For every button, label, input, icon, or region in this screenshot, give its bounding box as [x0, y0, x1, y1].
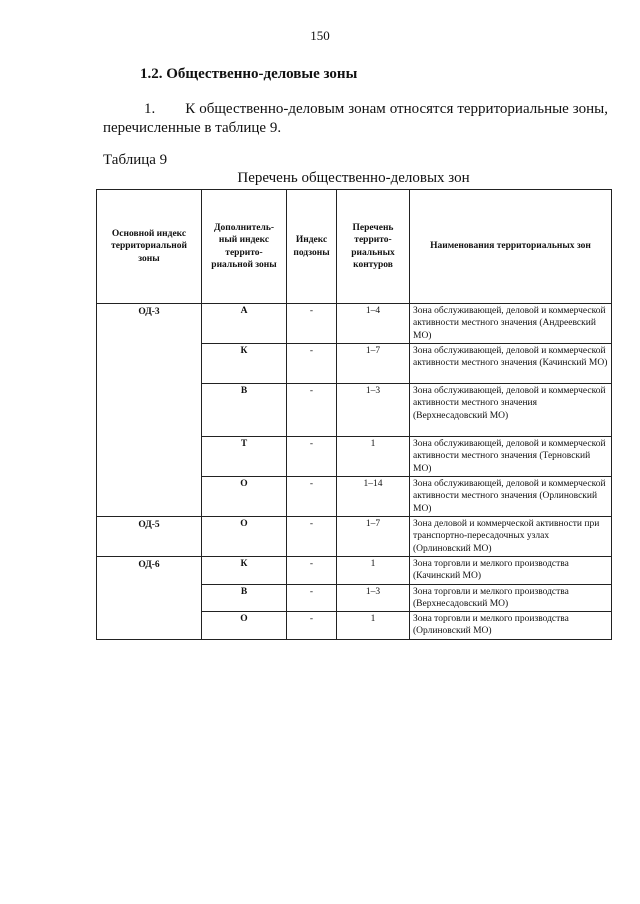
- intro-paragraph: [103, 100, 608, 138]
- cell-zone-name: Зона обслуживающей, деловой и коммерческой активности местного значения (Терновский МО): [410, 437, 612, 477]
- cell-additional-index: В: [202, 384, 287, 437]
- cell-zone-name: Зона торговли и мелкого производства (Качинский МО): [410, 557, 612, 585]
- cell-subzone-index: -: [287, 612, 337, 640]
- cell-main-index: ОД-3: [97, 304, 202, 517]
- cell-zone-name: Зона обслуживающей, деловой и коммерческой активности местного значения (Качинский МО): [410, 344, 612, 384]
- header-main-index: Основной индекс территориальной зоны: [97, 190, 202, 304]
- header-zone-names: Наименования территориальных зон: [410, 190, 612, 304]
- page-number: 150: [310, 28, 330, 43]
- table-label: Таблица 9: [103, 152, 168, 168]
- cell-zone-name: Зона торговли и мелкого производства (Верхнесадовский МО): [410, 584, 612, 612]
- cell-contours: 1–3: [337, 384, 410, 437]
- cell-additional-index: К: [202, 344, 287, 384]
- table-row: [97, 557, 612, 585]
- cell-contours: 1–4: [337, 304, 410, 344]
- cell-additional-index: О: [202, 517, 287, 557]
- header-subzone-index: Индекс подзоны: [287, 190, 337, 304]
- cell-subzone-index: -: [287, 517, 337, 557]
- cell-additional-index: О: [202, 477, 287, 517]
- cell-additional-index: В: [202, 584, 287, 612]
- cell-main-index: ОД-6: [97, 557, 202, 640]
- cell-additional-index: Т: [202, 437, 287, 477]
- header-additional-index: Дополнитель-ный индекс террито-риальной зоны: [202, 190, 287, 304]
- cell-contours: 1–7: [337, 344, 410, 384]
- cell-zone-name: Зона обслуживающей, деловой и коммерческой активности местного значения (Андреевский МО): [410, 304, 612, 344]
- cell-zone-name: Зона деловой и коммерческой активности при транспортно-пересадочных узлах (Орлиновский МО): [410, 517, 612, 557]
- cell-subzone-index: -: [287, 557, 337, 585]
- table-row: [97, 304, 612, 344]
- cell-additional-index: К: [202, 557, 287, 585]
- cell-subzone-index: -: [287, 437, 337, 477]
- zones-table: [96, 189, 612, 640]
- cell-contours: 1–14: [337, 477, 410, 517]
- paragraph-text: К общественно-деловым зонам относятся территориальные зоны, перечисленные в таблице 9.: [103, 101, 608, 136]
- cell-contours: 1–3: [337, 584, 410, 612]
- cell-contours: 1–7: [337, 517, 410, 557]
- cell-additional-index: О: [202, 612, 287, 640]
- table-caption: Перечень общественно-деловых зон: [237, 170, 470, 186]
- cell-subzone-index: -: [287, 477, 337, 517]
- cell-main-index: ОД-5: [97, 517, 202, 557]
- paragraph-number: 1.: [144, 101, 156, 117]
- cell-additional-index: А: [202, 304, 287, 344]
- cell-subzone-index: -: [287, 584, 337, 612]
- table-row: [97, 517, 612, 557]
- header-contours-list: Перечень террито-риальных контуров: [337, 190, 410, 304]
- cell-subzone-index: -: [287, 344, 337, 384]
- cell-zone-name: Зона обслуживающей, деловой и коммерческой активности местного значения (Орлиновский МО): [410, 477, 612, 517]
- cell-contours: 1: [337, 612, 410, 640]
- cell-zone-name: Зона торговли и мелкого производства (Орлиновский МО): [410, 612, 612, 640]
- table-header-row: [97, 190, 612, 304]
- table-body: [97, 304, 612, 640]
- section-heading: 1.2. Общественно-деловые зоны: [140, 66, 358, 82]
- cell-zone-name: Зона обслуживающей, деловой и коммерческой активности местного значения (Верхнесадовский МО): [410, 384, 612, 437]
- cell-subzone-index: -: [287, 304, 337, 344]
- cell-contours: 1: [337, 557, 410, 585]
- cell-subzone-index: -: [287, 384, 337, 437]
- cell-contours: 1: [337, 437, 410, 477]
